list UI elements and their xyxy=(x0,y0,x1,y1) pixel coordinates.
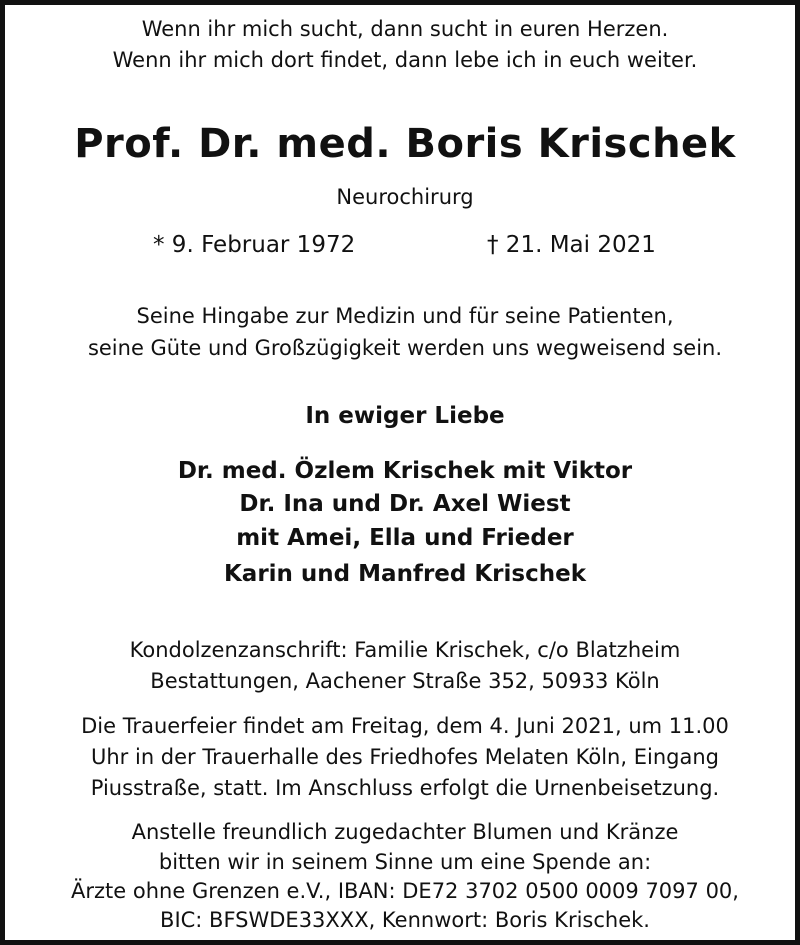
deceased-name: Prof. Dr. med. Boris Krischek xyxy=(74,121,736,167)
death-date: † 21. Mai 2021 xyxy=(487,232,656,258)
funeral-info-line-1: Die Trauerfeier findet am Freitag, dem 4. Juni 2021, um 11.00 xyxy=(81,714,729,738)
donation-info-line-1: Anstelle freundlich zugedachter Blumen und Kränze xyxy=(131,820,679,844)
donation-info-line-4: BIC: BFSWDE33XXX, Kennwort: Boris Krischek. xyxy=(160,908,650,932)
mourner-line: Karin und Manfred Krischek xyxy=(223,561,586,587)
motto-line-2: Wenn ihr mich dort findet, dann lebe ich in euch weiter. xyxy=(112,48,698,72)
donation-info-line-3: Ärzte ohne Grenzen e.V., IBAN: DE72 3702 0500 0009 7097 00, xyxy=(71,879,739,903)
funeral-info-line-2: Uhr in der Trauerhalle des Friedhofes Melaten Köln, Eingang xyxy=(91,745,719,769)
mourner-line: mit Amei, Ella und Frieder xyxy=(236,525,574,551)
tribute-line-2: seine Güte und Großzügigkeit werden uns wegweisend sein. xyxy=(87,336,723,360)
tribute-line-1: Seine Hingabe zur Medizin und für seine Patienten, xyxy=(136,304,674,328)
birth-date: * 9. Februar 1972 xyxy=(153,232,356,258)
condolence-address-line-1: Kondolzenzanschrift: Familie Krischek, c/o Blatzheim xyxy=(129,638,681,662)
love-heading: In ewiger Liebe xyxy=(305,403,505,429)
donation-info-line-2: bitten wir in seinem Sinne um eine Spende an: xyxy=(158,850,652,874)
motto-line-1: Wenn ihr mich sucht, dann sucht in euren Herzen. xyxy=(141,17,669,41)
condolence-address-line-2: Bestattungen, Aachener Straße 352, 50933 Köln xyxy=(150,669,660,693)
funeral-info-line-3: Piusstraße, statt. Im Anschluss erfolgt die Urnenbeisetzung. xyxy=(90,776,720,800)
mourner-line: Dr. Ina und Dr. Axel Wiest xyxy=(239,491,571,517)
mourner-line: Dr. med. Özlem Krischek mit Viktor xyxy=(177,458,633,484)
deceased-profession: Neurochirurg xyxy=(336,185,474,209)
